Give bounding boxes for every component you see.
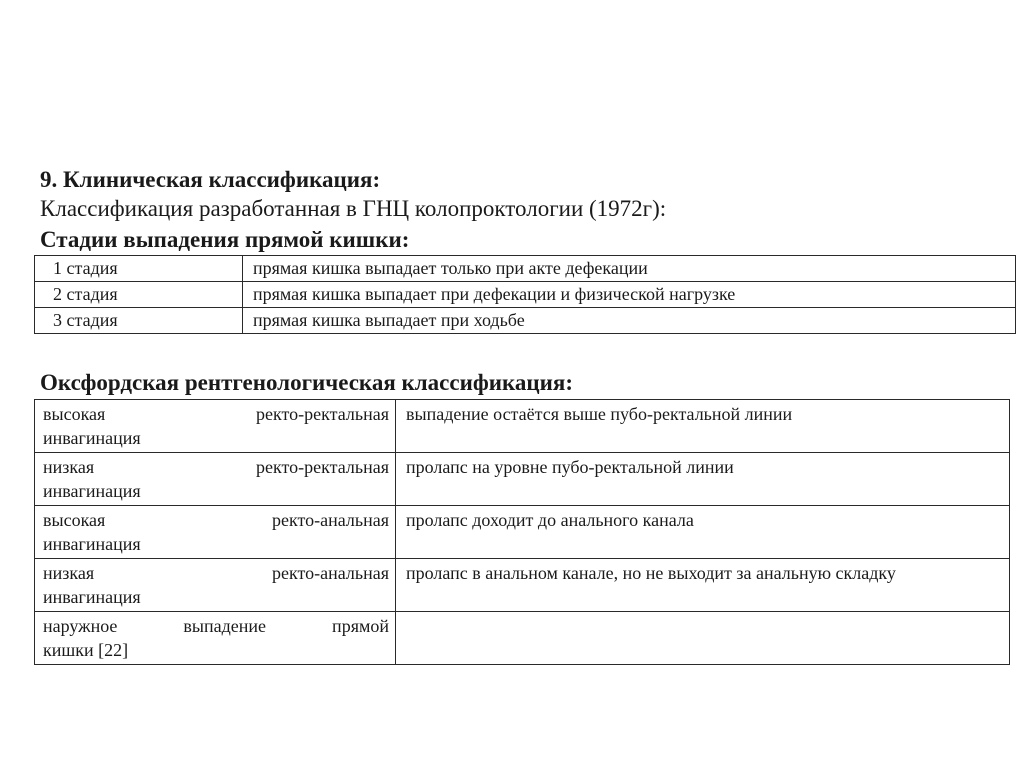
description-cell [396,612,1010,665]
description-cell: пролапс на уровне пубо-ректальной линии [396,453,1010,506]
stage-description-cell: прямая кишка выпадает при дефекации и физической нагрузке [243,282,1016,308]
type-line: инвагинация [43,534,141,554]
type-line: высокая ректо-ректальная [43,404,389,424]
oxford-title: Оксфордская рентгенологическая классификация: [40,370,574,395]
table-row [35,282,1016,308]
description-cell: пролапс доходит до анального канала [396,506,1010,559]
table-row [35,559,1010,612]
stage-description-cell: прямая кишка выпадает только при акте дефекации [243,256,1016,282]
stages-title: Стадии выпадения прямой кишки: [40,227,410,252]
type-cell [35,559,396,612]
type-line: инвагинация [43,428,141,448]
type-line: инвагинация [43,587,141,607]
type-cell [35,506,396,559]
table-row [35,506,1010,559]
stages-table [34,255,1016,334]
table-row [35,400,1010,453]
description-cell: выпадение остаётся выше пубо-ректальной линии [396,400,1010,453]
stage-description-cell: прямая кишка выпадает при ходьбе [243,308,1016,334]
type-line: инвагинация [43,481,141,501]
classification-subtitle: Классификация разработанная в ГНЦ колопроктологии (1972г): [40,196,667,221]
description-cell: пролапс в анальном канале, но не выходит за анальную складку [396,559,1010,612]
type-line: низкая ректо-ректальная [43,457,389,477]
stage-cell: 1 стадия [35,256,243,282]
type-line: кишки [22] [43,640,129,660]
section-title: 9. Клиническая классификация: [40,167,381,192]
oxford-table [34,399,1010,665]
type-line: высокая ректо-анальная [43,510,389,530]
table-row [35,256,1016,282]
type-line: низкая ректо-анальная [43,563,389,583]
stage-cell: 2 стадия [35,282,243,308]
type-cell [35,400,396,453]
table-row [35,612,1010,665]
type-cell [35,612,396,665]
table-row [35,453,1010,506]
table-row [35,308,1016,334]
type-cell [35,453,396,506]
stage-cell: 3 стадия [35,308,243,334]
type-line: наружное выпадение прямой [43,616,389,636]
